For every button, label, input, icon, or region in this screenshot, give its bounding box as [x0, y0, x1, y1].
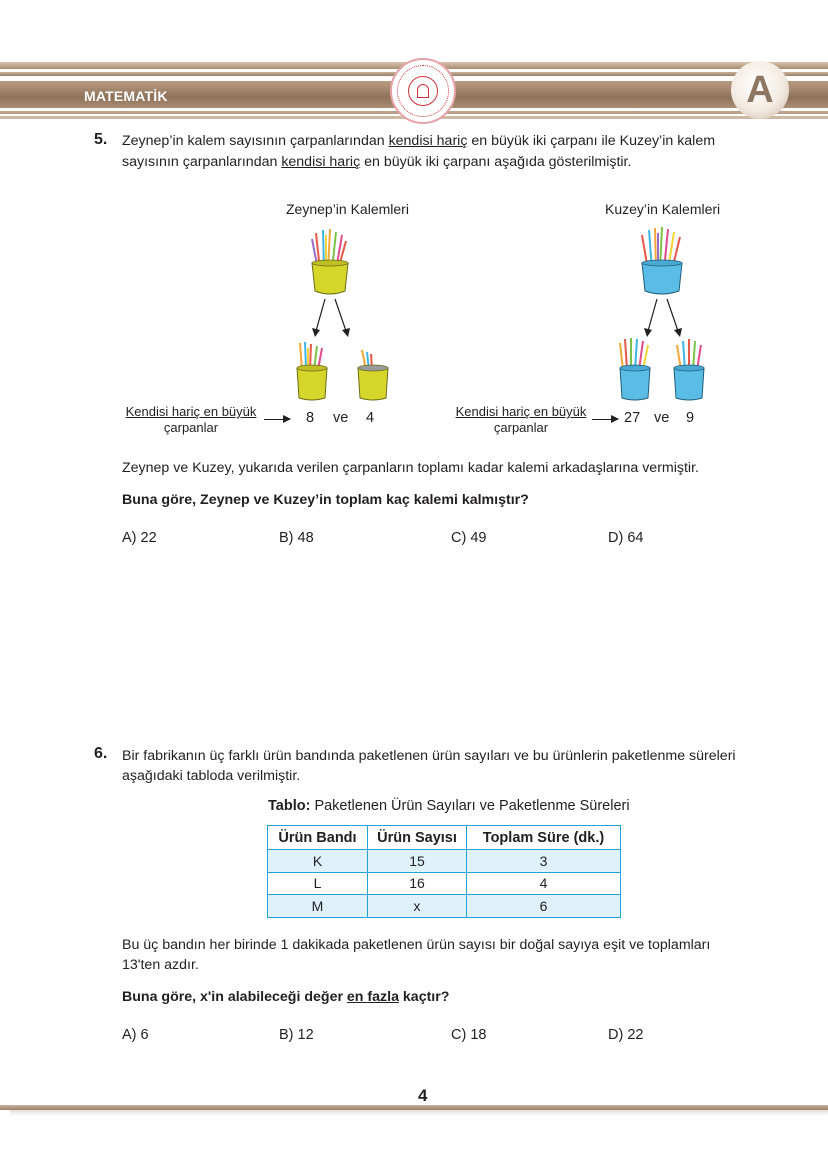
underlined-text: kendisi hariç: [281, 154, 361, 170]
arrow-right-icon: [264, 419, 290, 420]
table-header: Ürün Sayısı: [368, 826, 467, 850]
table-cell: M: [268, 895, 368, 918]
option-b[interactable]: B) 48: [279, 530, 314, 546]
text: sayısının çarpanlarından: [122, 154, 282, 170]
question-text-line: aşağıdaki tabloda verilmiştir.: [122, 768, 301, 784]
table-cell: L: [268, 872, 368, 895]
footer-shadow: [10, 1110, 828, 1116]
text: kaçtır?: [398, 989, 450, 1005]
question-statement-line: Bu üç bandın her birinde 1 dakikada paketlenen ürün sayısı bir doğal sayıya eşit ve toplamları: [122, 937, 711, 953]
page-number: 4: [418, 1086, 428, 1105]
text: Zeynep’in kalem sayısının çarpanlarından: [122, 133, 389, 149]
arrow-right-icon: [592, 419, 618, 420]
table-header: Ürün Bandı: [268, 826, 368, 850]
question-statement-line: 13'ten azdır.: [122, 957, 199, 973]
table-row: [268, 872, 621, 895]
underlined-text: en fazla: [346, 989, 399, 1005]
question-text-line: Bir fabrikanın üç farklı ürün bandında paketlenen ürün sayıları ve bu ürünlerin paketlenme süreleri: [122, 748, 736, 764]
question-number: 5.: [94, 131, 108, 148]
table-cell: x: [368, 895, 467, 918]
data-table: [267, 825, 621, 918]
zeynep-connector: ve: [333, 410, 349, 426]
option-a[interactable]: A) 22: [122, 530, 157, 546]
zeynep-factor-label: [122, 404, 260, 436]
booklet-letter-badge: A: [731, 61, 789, 119]
ministry-seal-icon: [390, 58, 456, 124]
label-top: Kendisi hariç en büyük: [455, 404, 587, 419]
question-text-line: [122, 131, 762, 151]
option-b[interactable]: B) 12: [279, 1027, 314, 1043]
table-header: Toplam Süre (dk.): [467, 826, 621, 850]
page-header: [0, 58, 828, 124]
text: en büyük iki çarpanı aşağıda gösterilmiştir.: [360, 154, 632, 170]
kuzey-factor-2: 9: [686, 410, 695, 426]
option-a[interactable]: A) 6: [122, 1027, 149, 1043]
pencil-cup-icon: [290, 340, 400, 405]
pencil-cup-icon: [290, 225, 370, 345]
pencil-cup-icon: [615, 335, 715, 405]
question-number: 6.: [94, 745, 108, 762]
kuzey-factor-label: [452, 404, 590, 436]
caption-text: Paketlenen Ürün Sayıları ve Paketlenme Süreleri: [310, 798, 630, 814]
option-d[interactable]: D) 64: [608, 530, 644, 546]
zeynep-factor-1: 8: [306, 410, 315, 426]
table-cell: 4: [467, 872, 621, 895]
option-c[interactable]: C) 18: [451, 1027, 487, 1043]
question-statement: Zeynep ve Kuzey, yukarıda verilen çarpanların toplamı kadar kalemi arkadaşlarına vermiştir.: [122, 460, 699, 476]
table-cell: K: [268, 850, 368, 873]
option-d[interactable]: D) 22: [608, 1027, 644, 1043]
table-row: [268, 850, 621, 873]
question-prompt: Buna göre, Zeynep ve Kuzey’in toplam kaç kalemi kalmıştır?: [122, 492, 529, 508]
table-row: [268, 895, 621, 918]
caption-label: Tablo:: [268, 798, 311, 814]
question-text-line: [122, 152, 762, 172]
text: en büyük iki çarpanı ile Kuzey’in kalem: [467, 133, 716, 149]
zeynep-factor-2: 4: [366, 410, 375, 426]
underlined-text: kendisi hariç: [388, 133, 468, 149]
question-prompt: [122, 987, 449, 1007]
table-cell: 3: [467, 850, 621, 873]
label-bottom: çarpanlar: [163, 420, 219, 435]
kuzey-connector: ve: [654, 410, 670, 426]
label-bottom: çarpanlar: [493, 420, 549, 435]
zeynep-diagram-title: Zeynep’in Kalemleri: [286, 201, 409, 217]
table-cell: 6: [467, 895, 621, 918]
table-cell: 15: [368, 850, 467, 873]
kuzey-diagram-title: Kuzey’in Kalemleri: [605, 201, 721, 217]
table-caption: [268, 798, 630, 814]
text: Buna göre, x'in alabileceği değer: [122, 989, 347, 1005]
subject-title: MATEMATİK: [84, 88, 168, 104]
kuzey-factor-1: 27: [624, 410, 641, 426]
pencil-cup-icon: [622, 225, 702, 345]
table-cell: 16: [368, 872, 467, 895]
table-header-row: [268, 826, 621, 850]
label-top: Kendisi hariç en büyük: [125, 404, 257, 419]
option-c[interactable]: C) 49: [451, 530, 487, 546]
